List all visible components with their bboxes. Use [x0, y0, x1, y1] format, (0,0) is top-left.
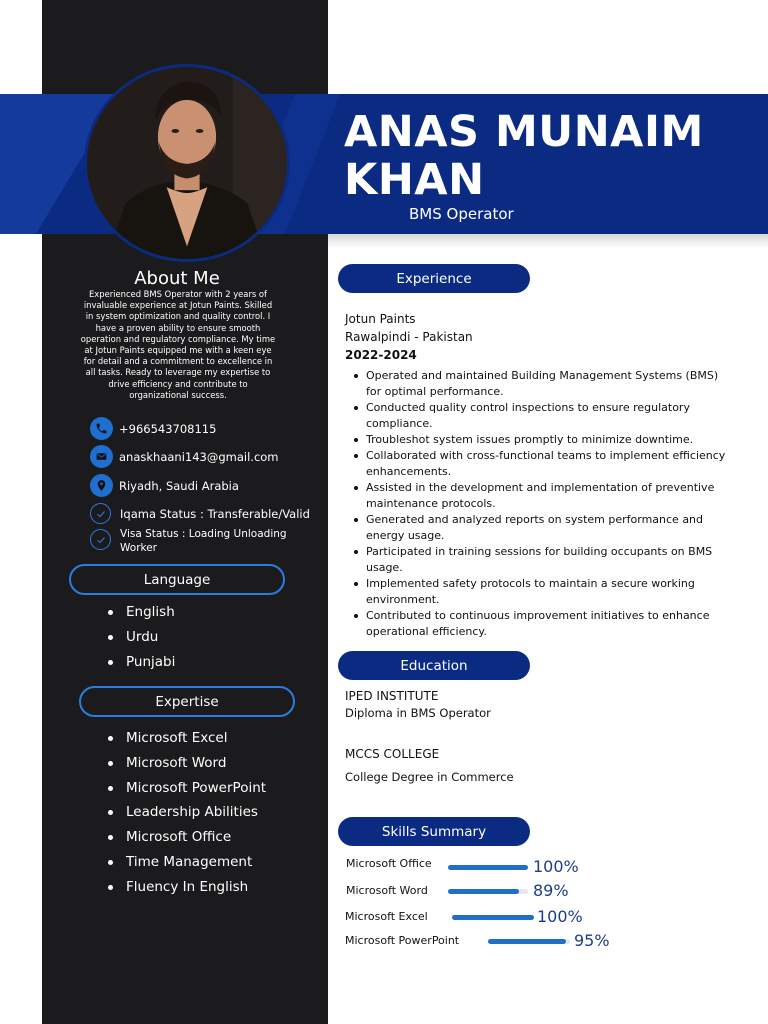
education-heading: [338, 651, 530, 680]
duty-item: Conducted quality control inspections to ensure regulatory compliance.: [352, 400, 732, 432]
expertise-heading: [79, 686, 295, 717]
duty-item: Participated in training sessions for building occupants on BMS usage.: [352, 544, 732, 576]
skill-name: Microsoft Excel: [345, 910, 428, 923]
skill-percent: 95%: [574, 931, 610, 950]
skill-bar-fill: [452, 915, 534, 920]
skill-bar: [448, 889, 528, 894]
check-circle-icon: [90, 529, 111, 550]
email-text: anaskhaani143@gmail.com: [119, 449, 279, 464]
language-heading: [69, 564, 285, 595]
about-heading: About Me: [134, 268, 220, 289]
education-degree: Diploma in BMS Operator: [345, 706, 491, 720]
contact-visa: [90, 527, 300, 555]
skill-bar: [452, 915, 534, 920]
expertise-item: Fluency In English: [108, 875, 266, 900]
expertise-item: Microsoft Word: [108, 751, 266, 776]
skill-name: Microsoft PowerPoint: [345, 934, 460, 947]
education-institution: MCCS COLLEGE: [345, 747, 440, 761]
expertise-item: Microsoft Excel: [108, 726, 266, 751]
expertise-heading-label: Expertise: [155, 693, 219, 710]
about-text: Experienced BMS Operator with 2 years of invaluable experience at Jotun Paints. Skilled in system optimization and quality control. I have a proven ability to ensure smooth operation and regulatory compliance. My time at Jotun Paints equipped me with a keen eye for detail and a commitment to excellence in all tasks. Ready to leverage my expertise to drive efficiency and contribute to organizational success.: [80, 289, 276, 400]
name-line-1: ANAS MUNAIM: [344, 107, 704, 157]
contact-location: [90, 474, 239, 497]
phone-text: +966543708115: [119, 421, 217, 436]
language-item: Punjabi: [108, 650, 175, 675]
experience-heading-label: Experience: [396, 270, 472, 287]
language-heading-label: Language: [143, 571, 211, 588]
duty-item: Generated and analyzed reports on system performance and energy usage.: [352, 512, 732, 544]
skill-percent: 100%: [533, 857, 579, 876]
language-item: English: [108, 600, 175, 625]
skills-heading: [338, 817, 530, 846]
skill-name: Microsoft Word: [346, 884, 428, 897]
experience-job: [345, 310, 473, 364]
experience-heading: [338, 264, 530, 293]
location-text: Riyadh, Saudi Arabia: [119, 478, 239, 493]
portrait-illustration: [87, 67, 287, 259]
duty-item: Troubleshot system issues promptly to minimize downtime.: [352, 432, 732, 448]
email-icon: [90, 445, 113, 468]
contact-email: [90, 445, 279, 468]
duty-item: Contributed to continuous improvement initiatives to enhance operational efficiency.: [352, 608, 732, 640]
expertise-list: [108, 726, 266, 900]
contact-phone: [90, 417, 216, 440]
iqama-text: Iqama Status : Transferable/Valid: [120, 506, 310, 521]
phone-icon: [90, 417, 113, 440]
education-heading-label: Education: [400, 657, 468, 674]
skill-percent: 100%: [537, 907, 583, 926]
skills-heading-label: Skills Summary: [381, 823, 487, 840]
candidate-name: [344, 108, 754, 204]
expertise-item: Microsoft Office: [108, 825, 266, 850]
expertise-item: Time Management: [108, 850, 266, 875]
skill-bar-fill: [448, 889, 519, 894]
duty-item: Collaborated with cross-functional teams to implement efficiency enhancements.: [352, 448, 732, 480]
duty-item: Implemented safety protocols to maintain a secure working environment.: [352, 576, 732, 608]
duties-list: [352, 368, 732, 640]
contact-iqama: [90, 503, 310, 524]
education-institution: IPED INSTITUTE: [345, 689, 439, 703]
company-name: Jotun Paints: [345, 312, 416, 326]
skill-name: Microsoft Office: [346, 857, 432, 870]
duty-item: Assisted in the development and implementation of preventive maintenance protocols.: [352, 480, 732, 512]
banner-shadow: [328, 234, 768, 248]
visa-text: Visa Status : Loading Unloading Worker: [120, 528, 287, 554]
skill-percent: 89%: [533, 881, 569, 900]
location-pin-icon: [90, 474, 113, 497]
profile-photo: [84, 64, 290, 262]
education-degree: College Degree in Commerce: [345, 770, 514, 784]
skill-bar: [488, 939, 570, 944]
skill-bar-fill: [488, 939, 566, 944]
name-line-2: KHAN: [344, 155, 485, 205]
expertise-item: Leadership Abilities: [108, 800, 266, 825]
employment-period: 2022-2024: [345, 348, 417, 362]
skill-bar: [448, 865, 528, 870]
language-list: [108, 600, 175, 674]
language-item: Urdu: [108, 625, 175, 650]
expertise-item: Microsoft PowerPoint: [108, 776, 266, 801]
duty-item: Operated and maintained Building Management Systems (BMS) for optimal performance.: [352, 368, 732, 400]
job-title: BMS Operator: [409, 205, 514, 223]
check-circle-icon: [90, 503, 111, 524]
skill-bar-fill: [448, 865, 528, 870]
company-location: Rawalpindi - Pakistan: [345, 330, 473, 344]
